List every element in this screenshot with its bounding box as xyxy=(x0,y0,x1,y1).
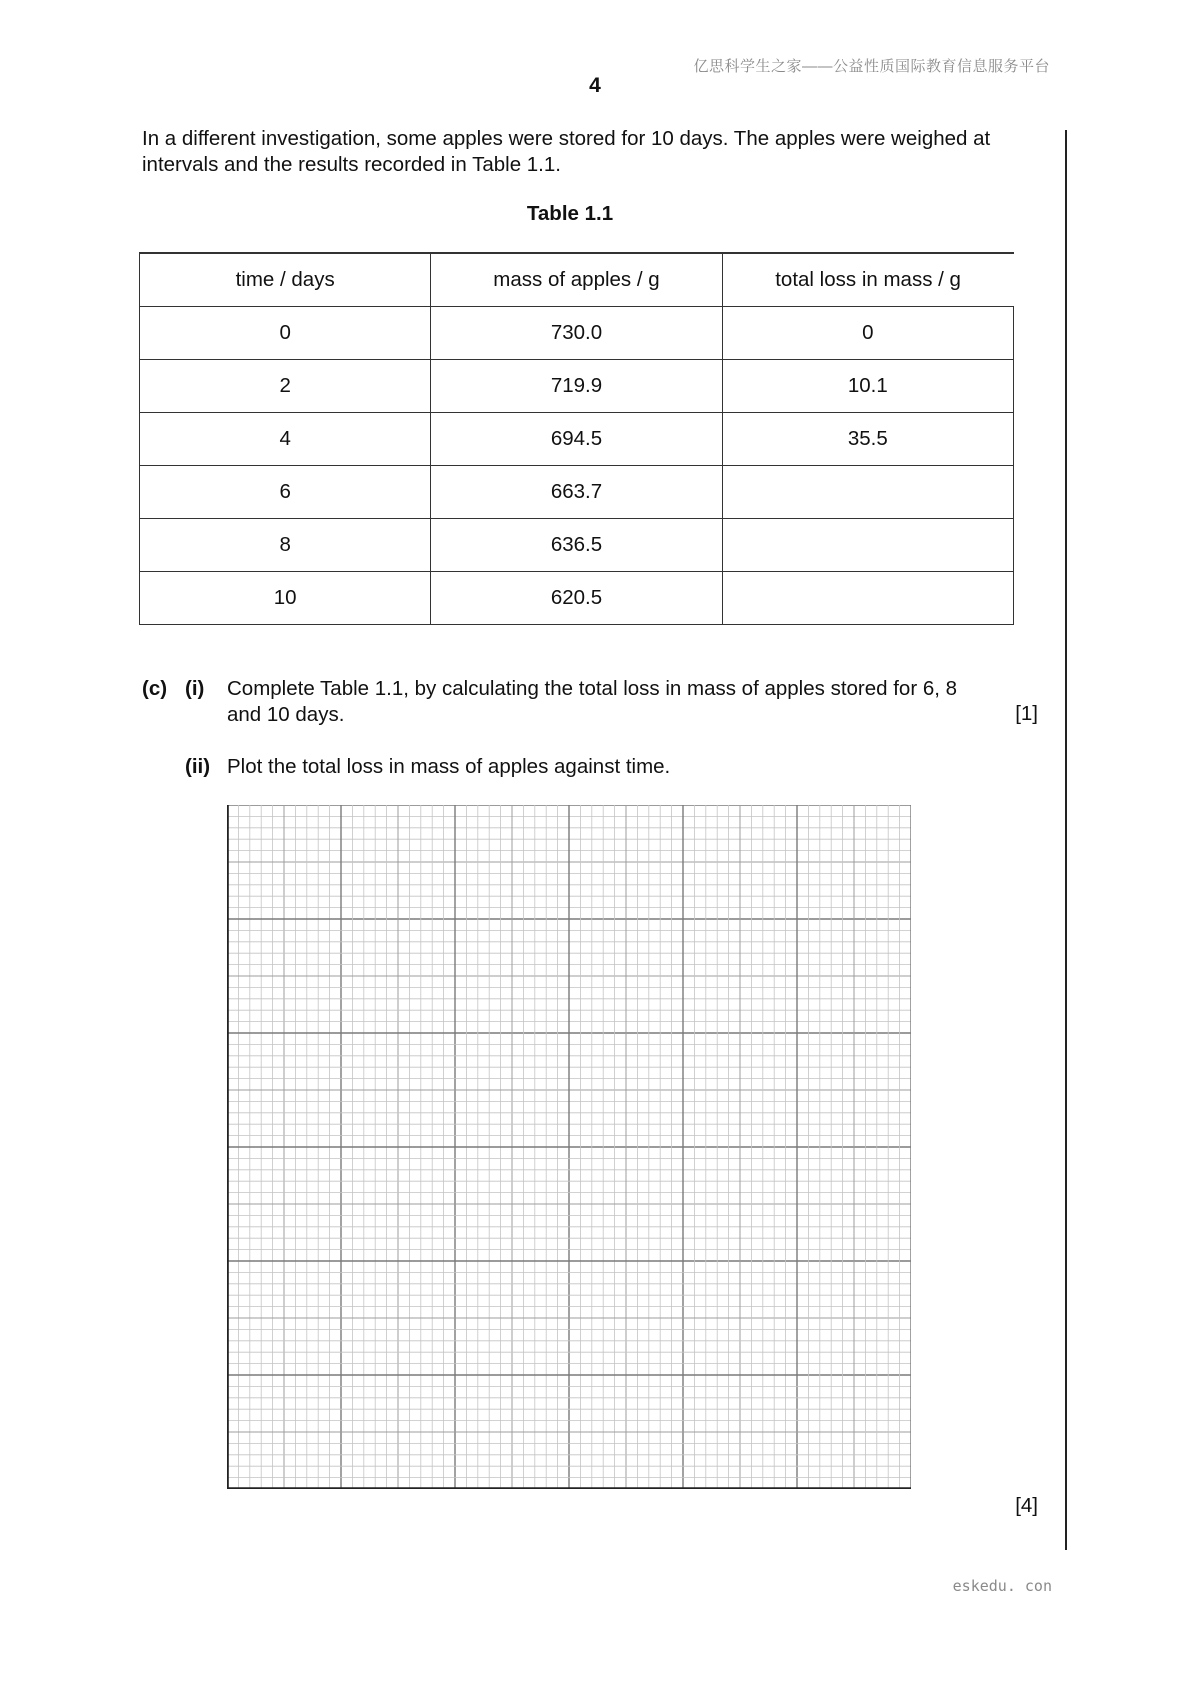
cell-time: 8 xyxy=(140,519,431,572)
cell-loss: 0 xyxy=(722,307,1013,360)
question-c-i xyxy=(142,676,1042,736)
table-row xyxy=(140,572,1014,625)
cell-loss-blank[interactable] xyxy=(722,519,1013,572)
page-number: 4 xyxy=(589,74,601,97)
cell-loss: 10.1 xyxy=(722,360,1013,413)
header-watermark: 亿思科学生之家——公益性质国际教育信息服务平台 xyxy=(693,58,1050,75)
cell-mass: 620.5 xyxy=(431,572,722,625)
table-row xyxy=(140,307,1014,360)
cell-time: 2 xyxy=(140,360,431,413)
question-c-i-line2: and 10 days. xyxy=(227,703,345,726)
intro-paragraph: In a different investigation, some apples were stored for 10 days. The apples were weighed at intervals and the results recorded in Table 1.1. xyxy=(142,127,991,176)
table-row xyxy=(140,466,1014,519)
margin-rule xyxy=(1065,130,1067,1550)
table-row xyxy=(140,413,1014,466)
table-row xyxy=(140,360,1014,413)
question-c-ii-text: Plot the total loss in mass of apples against time. xyxy=(227,755,671,778)
cell-mass: 694.5 xyxy=(431,413,722,466)
question-c-i-line1: Complete Table 1.1, by calculating the total loss in mass of apples stored for 6, 8 xyxy=(227,677,958,700)
subpart-label-i: (i) xyxy=(185,677,205,700)
marks-c-i: [1] xyxy=(1015,702,1038,725)
table-row xyxy=(140,519,1014,572)
header-time: time / days xyxy=(140,253,431,307)
table-caption: Table 1.1 xyxy=(526,202,614,225)
cell-time: 6 xyxy=(140,466,431,519)
subpart-label-ii: (ii) xyxy=(185,755,211,778)
cell-loss-blank[interactable] xyxy=(722,572,1013,625)
graph-paper[interactable] xyxy=(227,805,911,1489)
cell-loss: 35.5 xyxy=(722,413,1013,466)
cell-mass: 636.5 xyxy=(431,519,722,572)
part-label-c: (c) xyxy=(142,677,168,700)
cell-time: 4 xyxy=(140,413,431,466)
footer-watermark: eskedu. con xyxy=(952,1577,1052,1595)
header-mass: mass of apples / g xyxy=(431,253,722,307)
cell-mass: 730.0 xyxy=(431,307,722,360)
cell-time: 10 xyxy=(140,572,431,625)
cell-time: 0 xyxy=(140,307,431,360)
cell-mass: 663.7 xyxy=(431,466,722,519)
table-header-row xyxy=(140,253,1014,307)
results-table xyxy=(139,252,1014,625)
cell-loss-blank[interactable] xyxy=(722,466,1013,519)
cell-mass: 719.9 xyxy=(431,360,722,413)
question-c-ii xyxy=(142,754,1042,784)
graph-grid xyxy=(227,805,911,1489)
header-loss: total loss in mass / g xyxy=(722,253,1013,307)
marks-c-ii: [4] xyxy=(1015,1494,1038,1517)
